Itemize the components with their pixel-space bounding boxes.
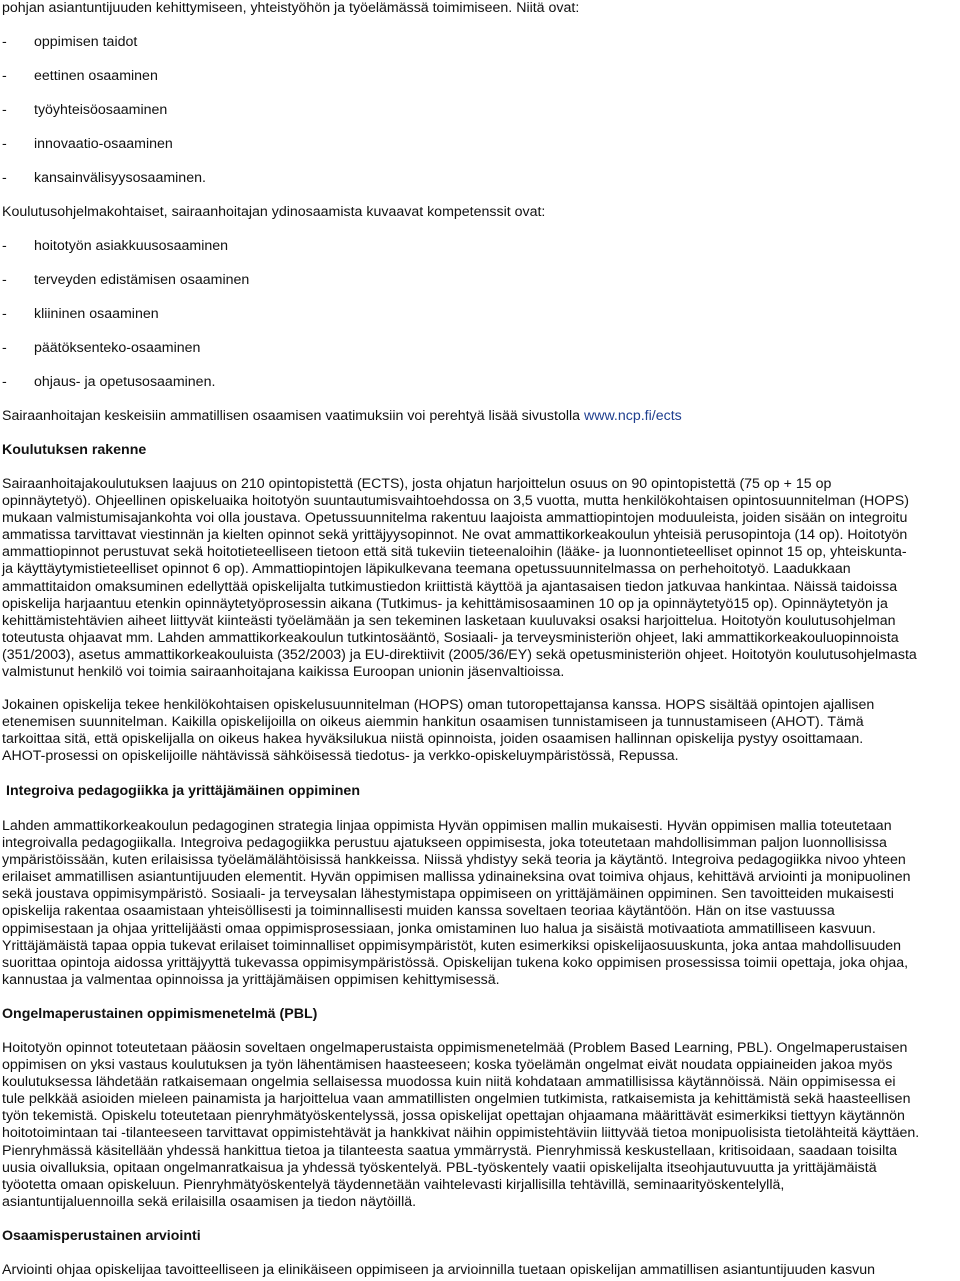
list-item: ohjaus- ja opetusosaaminen. [34,374,216,390]
list-item: kansainvälisyysosaaminen. [34,170,206,186]
text-line: opiskelija harjaantuu etenkin opinnäytetyöprosessin aikana (Tutkimus- ja kehittämisosaaminen 10 op ja opinnäytetyö15 op). Opinnäytetyön ja [2,595,888,612]
list-dash: - [2,102,7,118]
text-line: ammattitaidon omaksuminen edellyttää opiskelijalta tutkimustiedon kriittistä käyttöä ja ajantasaisen tiedon jatkuvaa hankintaa. Näissä taidoissa [2,578,898,595]
list-dash: - [2,34,7,50]
section-heading: Ongelmaperustainen oppimismenetelmä (PBL) [2,1006,318,1022]
list-item: hoitotyön asiakkuusosaaminen [34,238,229,254]
list-item: työyhteisöosaaminen [34,102,168,118]
text-line: ja käyttäytymistieteelliset opinnot 6 op). Ammattiopintojen läpikulkevana teemana opetussuunnitelmassa on perhehoitotyö. Laadukkaan [2,561,851,578]
text-line: Yrittäjämäistä tapaa oppia tukevat erilaiset toiminnalliset oppimisympäristöt, kuten esimerkiksi opiskelijaosuuskunta, joka antaa mahdollisuuden [2,937,902,954]
text-line: uusia oivalluksia, opitaan ongelmanratkaisua ja yhdessä työskentelyä. PBL-työskentely vaatii opiskelijalta itseohjautuvuutta ja yrittäjämäistä [2,1159,877,1176]
text-line: Pienryhmässä käsitellään yhdessä hankittua tietoa ja tilanteesta saatua ymmärrystä. Pienryhmissä keskustellaan, kritisoidaan, saadaan toisilta [2,1142,898,1159]
text-line: työn tekemistä. Opiskelu toteutetaan pienryhmätyöskentelyssä, jossa opiskelijat opettajan ohjaamana määrittävät esimerkiksi tiettyyn käytännön [2,1108,905,1125]
text-line: Sairaanhoitajakoulutuksen laajuus on 210 opintopistettä (ECTS), josta ohjatun harjoittelun osuus on 90 opintopistettä (75 op + 15 op [2,476,832,492]
text-line: ammattiopinnot perustuvat sekä hoitotieteelliseen tietoon että sitä tukeviin tieteenaloihin (lääke- ja luonnontieteelliset opinnot 15 op, yhteiskunta- [2,544,907,561]
text-line: tule pelkkää asioiden mieleen painamista ja harjoittelua vaan ammatillisten ongelmien tutkimista, ratkaisemista ja kehittämistä sekä haasteellisen [2,1091,911,1108]
list-dash: - [2,68,7,84]
intro-line: pohjan asiantuntijuuden kehittymiseen, yhteistyöhön ja työelämässä toimimiseen. Niitä ovat: [2,0,580,16]
text-line: kehittämistehtävien aiheet liittyvät kiinteästi työelämään ja sen tekeminen lasketaan kuuluvaksi osaksi harjoittelua. Hoitotyön koulutusohjelman [2,612,896,629]
text-line: kannustaa ja valmentaa opinnoissa ja yrittäjämäisen oppimisen kehittymisessä. [2,971,500,988]
text-line: tarkoittaa sitä, että opiskelijalla on oikeus hakea hyväksilukua niistä opinnoista, joiden osaamisen hallinnan opiskelija pystyy osoittamaan. [2,731,864,748]
text-line: integroivalla pedagogiikalla. Integroiva pedagogiikka perustuu ajatukseen oppimisesta, joka toteutetaan mahdollisimman paljon luonnollisissa [2,835,887,852]
list-item: kliininen osaaminen [34,306,159,322]
text-line: etenemisen suunnitelman. Kaikilla opiskelijoilla on oikeus aiemmin hankitun osaamisen tunnistamiseen ja tunnustamiseen (AHOT). Tämä [2,714,864,731]
list-dash: - [2,374,7,390]
text-line: mukaan valmistumisajankohta voi olla joustava. Opetussuunnitelma rakentuu laajoista ammattiopintojen moduuleista, joiden sisään on integroitu [2,510,908,527]
paragraph [2,818,958,989]
text-line: koulutuksessa lähdetään ratkaisemaan ongelmia sellaisessa muodossa kuin niitä kohdataan ammatillisissa käytännöissä. Näin oppimisessa ei [2,1074,896,1091]
text-line: valmistunut henkilö voi toimia sairaanhoitajana kaikissa Euroopan unionin jäsenvaltioissa. [2,664,565,681]
text-line: suorittaa opintoja aidossa yrittäjyyttä tukevassa oppimisympäristössä. Opiskelijan tukena koko oppimisen prosessissa toimii opettaja, joka ohjaa, [2,954,909,971]
section-heading: Integroiva pedagogiikka ja yrittäjämäinen oppiminen [6,783,360,799]
list-item: päätöksenteko-osaaminen [34,340,201,356]
text-line: opiskelija rakentaa osaamistaan yhteisöllisesti ja toiminnallisesti muiden kanssa soveltaen teoriaa käytäntöön. Hän on itse vastuussa [2,903,835,920]
text-line: asiantuntijaluennoilla sekä erilaisilla osaamisen ja tiedon näytöillä. [2,1193,417,1210]
section-heading: Osaamisperustainen arviointi [2,1228,201,1244]
paragraph [2,1040,958,1211]
text-line: erilaiset ammatillisen asiantuntijuuden elementit. Hyvän oppimisen mallissa ydinaineksina ovat toimiva ohjaus, kehittävä arviointi ja monipuolinen [2,869,911,886]
text-line: (351/2003), asetus ammattikorkeakouluista (352/2003) ja EU-direktiivit (2005/36/EY) sekä opetusministeriön ohjeet. Hoitotyön koulutusohjelmasta [2,646,917,663]
list-item: terveyden edistämisen osaaminen [34,272,250,288]
paragraph [2,1262,958,1279]
list-dash: - [2,170,7,186]
list-dash: - [2,238,7,254]
core-intro: Koulutusohjelmakohtaiset, sairaanhoitajan ydinosaamista kuvaavat kompetenssit ovat: [2,204,546,220]
text-line: oppimisen on yksi vastaus koulutuksen ja työn lähentämisen haasteeseen; koska työelämän ongelmat eivät noudata oppiaineiden jakoa myös [2,1057,893,1074]
text-line: sekä joustava oppimisympäristö. Sosiaali- ja terveysalan lähestymistapa oppimiseen on yrittäjämäinen oppiminen. Sen tavoitteiden mukaisesti [2,886,894,903]
text-line: Lahden ammattikorkeakoulun pedagoginen strategia linjaa oppimista Hyvän oppimisen mallin mukaisesti. Hyvän oppimisen mallia toteutetaan [2,818,892,834]
text-line: opinnäytetyö). Ohjeellinen opiskeluaika hoitotyön suuntautumisvaihtoehdossa on 3,5 vuotta, mutta henkilökohtaisen opintosuunnitelman (HOPS) [2,493,909,510]
section-heading: Koulutuksen rakenne [2,442,147,458]
list-dash: - [2,272,7,288]
text-line: hoitotoimintaan tai -tilanteeseen tarvittavat oppimistehtävät ja hankkivat näihin oppimistehtäviin liittyvää tietoa monipuolisista tietolähteitä käyttäen. [2,1125,920,1142]
text-line: työotetta omaan opiskeluun. Pienryhmätyöskentelyä täydennetään vaihtelevasti kirjallisilla tehtävillä, seminaarityöskentelyllä, [2,1176,785,1193]
text-line: AHOT-prosessi on opiskelijoille nähtävissä sähköisessä tiedotus- ja verkko-opiskeluympäristössä, Repussa. [2,748,679,765]
list-item: eettinen osaaminen [34,68,158,84]
list-dash: - [2,340,7,356]
more-info-line [2,408,682,425]
text-line: toteutusta ohjaavat mm. Lahden ammattikorkeakoulun tutkintosääntö, Sosiaali- ja terveysministeriön ohjeet, laki ammattikorkeakouluopinnoista [2,629,899,646]
text-line: Hoitotyön opinnot toteutetaan pääosin soveltaen ongelmaperustaista oppimismenetelmää (Problem Based Learning, PBL). Ongelmaperustaisen [2,1040,908,1056]
list-dash: - [2,306,7,322]
text-line: ammatissa tarvittavat viestinnän ja kielten opinnot sekä yrittäjyysopinnot. Ne ovat ammattikorkeakoulun yhteisiä perusopintoja (14 op). Hoitotyön [2,527,908,544]
paragraph [2,697,958,765]
text-line: ympäristöissään, kuten erilaisissa työelämälähtöisissä hankkeissa. Niissä yhdistyy sekä teoria ja käytäntö. Integroiva pedagogiikka nivoo yhteen [2,852,906,869]
text-line: Arviointi ohjaa opiskelijaa tavoitteelliseen ja elinikäiseen oppimiseen ja arvioinnilla tuetaan opiskelijan ammatillisen asiantuntijuuden kasvun [2,1262,876,1278]
list-dash: - [2,136,7,152]
list-item: oppimisen taidot [34,34,138,50]
list-item: innovaatio-osaaminen [34,136,173,152]
more-info-text: Sairaanhoitajan keskeisiin ammatillisen osaamisen vaatimuksiin voi perehtyä lisää sivustolla [2,408,584,424]
paragraph [2,476,958,681]
ects-link[interactable]: www.ncp.fi/ects [583,408,682,424]
text-line: Jokainen opiskelija tekee henkilökohtaisen opiskelusuunnitelman (HOPS) oman tutoropettajansa kanssa. HOPS sisältää opintojen ajallisen [2,697,875,713]
text-line: oppimisestaan ja ohjaa yrittelijäästi omaa oppimisprosessiaan, jonka omistaminen luo halua ja sisäistä motivaatiota ammatilliseen kasvuun. [2,920,876,937]
